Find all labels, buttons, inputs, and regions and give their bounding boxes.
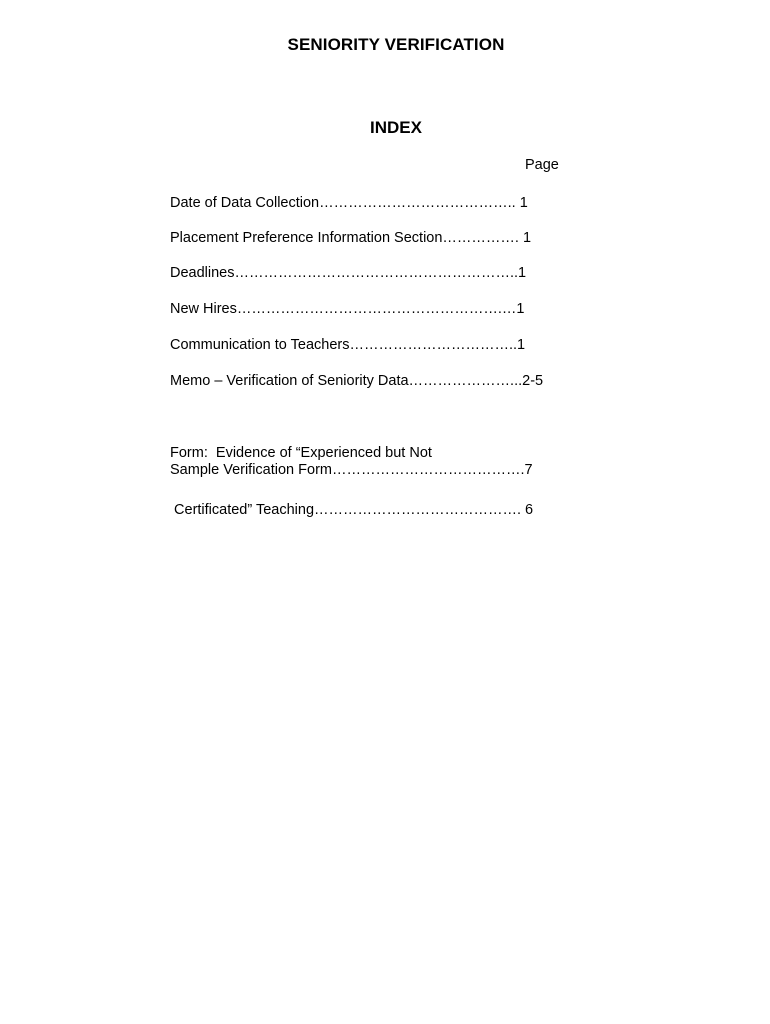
toc-entry-form-evidence xyxy=(170,406,533,558)
toc-entry-communication-to-teachers: Communication to Teachers……………………………..1 xyxy=(170,337,526,353)
index-heading: INDEX xyxy=(370,118,422,137)
document-title: SENIORITY VERIFICATION xyxy=(287,35,505,54)
toc-entry-memo-verification: Memo – Verification of Seniority Data…………………...2-5 xyxy=(170,373,544,389)
toc-entry-form-evidence-line2: Certificated” Teaching……………………………………. 6 xyxy=(170,502,534,518)
toc-entry-placement-preference: Placement Preference Information Section……………. 1 xyxy=(170,230,532,246)
page-column-label: Page xyxy=(525,157,559,173)
toc-entry-sample-verification-form: Sample Verification Form………………………………….7 xyxy=(170,462,533,478)
toc-entry-new-hires: New Hires……………………………………………….…1 xyxy=(170,301,525,317)
toc-entry-date-of-data-collection: Date of Data Collection………………………………….. 1 xyxy=(170,195,528,211)
toc-entry-form-evidence-line1: Form: Evidence of “Experienced but Not xyxy=(170,445,432,461)
toc-entry-deadlines: Deadlines…………………………………………………..1 xyxy=(170,265,527,281)
